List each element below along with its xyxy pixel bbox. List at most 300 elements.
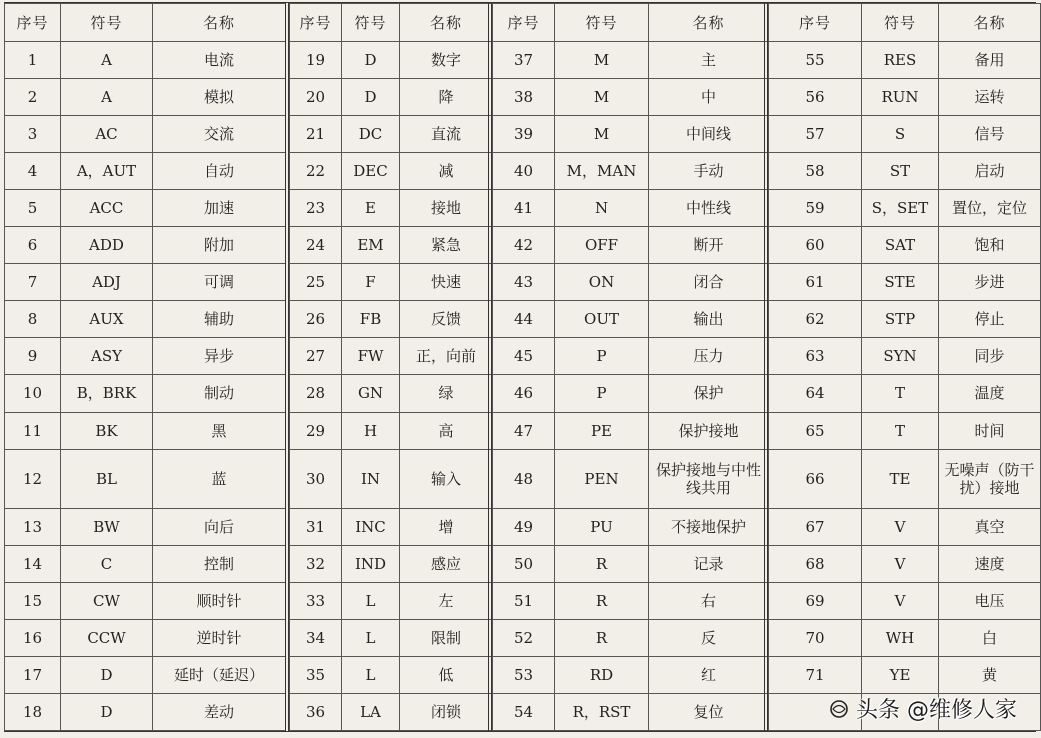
cell-no: 25 [290,264,342,301]
cell-name: 感应 [400,545,493,582]
cell-name: 白 [939,619,1041,656]
table-row [493,42,769,79]
cell-symbol: M，MAN [555,153,649,190]
cell-name: 高 [400,412,493,449]
cell-no [769,693,862,730]
cell-name: 数字 [400,42,493,79]
cell-name: 步进 [939,264,1041,301]
cell-symbol: P [555,375,649,412]
cell-symbol: RES [862,42,939,79]
cell-name: 黑 [153,412,286,449]
cell-symbol: A，AUT [61,153,153,190]
table-row [290,338,493,375]
cell-no: 22 [290,153,342,190]
cell-name: 快速 [400,264,493,301]
cell-no: 3 [5,116,61,153]
table-row [290,264,493,301]
cell-symbol: S [862,116,939,153]
table-row [769,338,1041,375]
cell-symbol: PEN [555,449,649,508]
cell-symbol: AC [61,116,153,153]
cell-symbol: M [555,79,649,116]
table-row [493,412,769,449]
cell-no: 32 [290,545,342,582]
cell-name: 中性线 [649,190,769,227]
cell-name: 减 [400,153,493,190]
cell-no: 28 [290,375,342,412]
cell-name: 饱和 [939,227,1041,264]
cell-symbol: D [342,42,400,79]
cell-symbol: S，SET [862,190,939,227]
cell-name: 保护接地 [649,412,769,449]
cell-no: 61 [769,264,862,301]
cell-symbol: ON [555,264,649,301]
table-row [5,619,286,656]
table-row [769,508,1041,545]
cell-no: 52 [493,619,555,656]
cell-symbol: GN [342,375,400,412]
cell-name: 顺时针 [153,582,286,619]
table-panel-1 [4,3,285,731]
cell-name: 同步 [939,338,1041,375]
table-row [493,190,769,227]
table-row [5,545,286,582]
cell-no: 23 [290,190,342,227]
cell-symbol: N [555,190,649,227]
cell-name: 异步 [153,338,286,375]
table-row [493,227,769,264]
table-row [5,449,286,508]
cell-symbol: IN [342,449,400,508]
table-row [769,693,1041,730]
header-no: 序号 [769,4,862,42]
cell-name: 记录 [649,545,769,582]
cell-no: 6 [5,227,61,264]
cell-name: 制动 [153,375,286,412]
cell-name: 闭锁 [400,693,493,730]
cell-no: 51 [493,582,555,619]
cell-symbol: CCW [61,619,153,656]
cell-symbol: M [555,42,649,79]
cell-no: 54 [493,693,555,730]
cell-symbol: PU [555,508,649,545]
cell-no: 39 [493,116,555,153]
cell-symbol: V [862,508,939,545]
cell-name: 压力 [649,338,769,375]
cell-name: 闭合 [649,264,769,301]
cell-symbol: CW [61,582,153,619]
table-row [290,375,493,412]
cell-no: 49 [493,508,555,545]
table-row [5,116,286,153]
cell-name: 正，向前 [400,338,493,375]
cell-name: 主 [649,42,769,79]
cell-no: 70 [769,619,862,656]
cell-no: 67 [769,508,862,545]
cell-name: 输入 [400,449,493,508]
cell-symbol: ASY [61,338,153,375]
cell-no: 47 [493,412,555,449]
cell-name: 断开 [649,227,769,264]
table-row [493,656,769,693]
cell-name: 反馈 [400,301,493,338]
table-row [5,42,286,79]
cell-name: 启动 [939,153,1041,190]
cell-symbol: BL [61,449,153,508]
cell-name: 可调 [153,264,286,301]
table-row [290,42,493,79]
table-row [290,619,493,656]
table-row [769,42,1041,79]
table-row [5,79,286,116]
cell-name: 左 [400,582,493,619]
cell-symbol: A [61,79,153,116]
table-row [5,582,286,619]
cell-no: 69 [769,582,862,619]
table-row [493,153,769,190]
table-row [769,375,1041,412]
cell-no: 12 [5,449,61,508]
header-symbol: 符号 [342,4,400,42]
cell-name: 时间 [939,412,1041,449]
cell-name: 输出 [649,301,769,338]
cell-symbol: ACC [61,190,153,227]
cell-symbol: R [555,619,649,656]
cell-no: 45 [493,338,555,375]
cell-symbol: OFF [555,227,649,264]
cell-name [939,693,1041,730]
table-row [493,79,769,116]
cell-symbol: RUN [862,79,939,116]
cell-symbol: L [342,656,400,693]
table-row [493,693,769,730]
table-row [769,116,1041,153]
cell-name: 温度 [939,375,1041,412]
cell-name: 运转 [939,79,1041,116]
cell-name: 限制 [400,619,493,656]
table-row [5,338,286,375]
cell-symbol: BK [61,412,153,449]
cell-no: 66 [769,449,862,508]
cell-no: 30 [290,449,342,508]
cell-symbol: WH [862,619,939,656]
cell-no: 1 [5,42,61,79]
table-row [290,301,493,338]
cell-symbol: ST [862,153,939,190]
cell-name: 速度 [939,545,1041,582]
table-row [5,227,286,264]
cell-name: 低 [400,656,493,693]
cell-symbol: IND [342,545,400,582]
cell-symbol: TE [862,449,939,508]
cell-symbol: RD [555,656,649,693]
table-panel-3 [488,3,764,731]
cell-symbol [862,693,939,730]
table-row [5,656,286,693]
cell-name: 反 [649,619,769,656]
table-panel-4 [764,3,1036,731]
table-row [5,693,286,730]
cell-symbol: T [862,375,939,412]
table-row [769,153,1041,190]
cell-symbol: DEC [342,153,400,190]
header-no: 序号 [290,4,342,42]
table-row [5,412,286,449]
cell-no: 57 [769,116,862,153]
cell-symbol: C [61,545,153,582]
header-row [290,4,493,42]
cell-symbol: R，RST [555,693,649,730]
cell-name: 直流 [400,116,493,153]
cell-no: 34 [290,619,342,656]
cell-no: 2 [5,79,61,116]
table-row [769,79,1041,116]
header-row [5,4,286,42]
header-name: 名称 [649,4,769,42]
cell-no: 20 [290,79,342,116]
cell-no: 63 [769,338,862,375]
cell-symbol: DC [342,116,400,153]
cell-no: 10 [5,375,61,412]
cell-name: 右 [649,582,769,619]
table-panel-2 [285,3,488,731]
symbol-table [4,2,1036,732]
cell-symbol: ADD [61,227,153,264]
table-row [769,412,1041,449]
cell-no: 44 [493,301,555,338]
cell-no: 27 [290,338,342,375]
cell-no: 62 [769,301,862,338]
cell-name: 加速 [153,190,286,227]
cell-no: 64 [769,375,862,412]
cell-symbol: D [61,656,153,693]
cell-name: 保护 [649,375,769,412]
cell-no: 50 [493,545,555,582]
cell-symbol: SAT [862,227,939,264]
cell-name: 保护接地与中性线共用 [649,449,769,508]
cell-no: 42 [493,227,555,264]
table-row [5,301,286,338]
cell-name: 信号 [939,116,1041,153]
table-row [290,693,493,730]
table-row [493,619,769,656]
header-name: 名称 [400,4,493,42]
table-row [769,449,1041,508]
header-symbol: 符号 [862,4,939,42]
cell-name: 备用 [939,42,1041,79]
cell-symbol: YE [862,656,939,693]
table-row [290,449,493,508]
cell-no: 26 [290,301,342,338]
cell-no: 41 [493,190,555,227]
cell-name: 真空 [939,508,1041,545]
cell-name: 绿 [400,375,493,412]
cell-name: 向后 [153,508,286,545]
table-row [493,301,769,338]
cell-symbol: ADJ [61,264,153,301]
table-row [493,375,769,412]
cell-no: 71 [769,656,862,693]
table-row [769,656,1041,693]
cell-no: 18 [5,693,61,730]
cell-name: 逆时针 [153,619,286,656]
table-row [493,116,769,153]
cell-no: 29 [290,412,342,449]
cell-no: 38 [493,79,555,116]
header-symbol: 符号 [555,4,649,42]
cell-no: 56 [769,79,862,116]
cell-name: 无噪声（防干扰）接地 [939,449,1041,508]
table-row [290,545,493,582]
table-row [5,264,286,301]
cell-no: 37 [493,42,555,79]
cell-symbol: R [555,545,649,582]
cell-symbol: FW [342,338,400,375]
cell-no: 13 [5,508,61,545]
cell-symbol: D [61,693,153,730]
cell-name: 中 [649,79,769,116]
cell-no: 35 [290,656,342,693]
cell-symbol: AUX [61,301,153,338]
cell-symbol: H [342,412,400,449]
cell-no: 31 [290,508,342,545]
table-row [290,582,493,619]
cell-name: 延时（延迟） [153,656,286,693]
cell-symbol: T [862,412,939,449]
cell-no: 46 [493,375,555,412]
cell-symbol: BW [61,508,153,545]
table-row [769,582,1041,619]
header-no: 序号 [5,4,61,42]
cell-no: 58 [769,153,862,190]
cell-symbol: V [862,582,939,619]
table-row [290,79,493,116]
cell-no: 14 [5,545,61,582]
table-row [769,264,1041,301]
cell-no: 4 [5,153,61,190]
table-2 [289,3,493,731]
cell-no: 55 [769,42,862,79]
cell-symbol: B，BRK [61,375,153,412]
table-1 [4,3,286,731]
header-symbol: 符号 [61,4,153,42]
table-row [290,190,493,227]
cell-name: 交流 [153,116,286,153]
cell-name: 电流 [153,42,286,79]
cell-no: 68 [769,545,862,582]
watermark-text: 头条 @维修人家 [856,698,1017,723]
cell-symbol: E [342,190,400,227]
cell-name: 控制 [153,545,286,582]
cell-no: 24 [290,227,342,264]
cell-name: 辅助 [153,301,286,338]
table-row [493,264,769,301]
table-row [290,153,493,190]
table-row [493,582,769,619]
table-row [769,227,1041,264]
cell-no: 8 [5,301,61,338]
cell-name: 增 [400,508,493,545]
table-row [493,508,769,545]
cell-name: 手动 [649,153,769,190]
table-row [290,656,493,693]
cell-no: 43 [493,264,555,301]
table-row [769,301,1041,338]
header-row [493,4,769,42]
cell-name: 模拟 [153,79,286,116]
cell-symbol: EM [342,227,400,264]
cell-symbol: STP [862,301,939,338]
cell-no: 5 [5,190,61,227]
cell-name: 蓝 [153,449,286,508]
cell-no: 9 [5,338,61,375]
table-row [493,545,769,582]
table-row [769,545,1041,582]
cell-symbol: R [555,582,649,619]
table-row [5,190,286,227]
cell-no: 65 [769,412,862,449]
cell-name: 红 [649,656,769,693]
cell-name: 黄 [939,656,1041,693]
cell-name: 紧急 [400,227,493,264]
cell-name: 复位 [649,693,769,730]
cell-name: 差动 [153,693,286,730]
cell-no: 60 [769,227,862,264]
header-name: 名称 [153,4,286,42]
table-4 [768,3,1041,731]
cell-symbol: LA [342,693,400,730]
cell-no: 16 [5,619,61,656]
table-row [493,338,769,375]
cell-symbol: L [342,619,400,656]
cell-name: 置位，定位 [939,190,1041,227]
cell-name: 降 [400,79,493,116]
table-row [290,508,493,545]
cell-no: 17 [5,656,61,693]
header-name: 名称 [939,4,1041,42]
cell-symbol: A [61,42,153,79]
cell-name: 停止 [939,301,1041,338]
table-row [493,449,769,508]
table-row [290,227,493,264]
cell-no: 40 [493,153,555,190]
cell-symbol: P [555,338,649,375]
cell-no: 15 [5,582,61,619]
cell-symbol: F [342,264,400,301]
cell-symbol: INC [342,508,400,545]
cell-symbol: SYN [862,338,939,375]
header-row [769,4,1041,42]
header-no: 序号 [493,4,555,42]
table-row [5,153,286,190]
cell-symbol: FB [342,301,400,338]
cell-no: 19 [290,42,342,79]
cell-name: 电压 [939,582,1041,619]
cell-no: 48 [493,449,555,508]
cell-no: 53 [493,656,555,693]
cell-symbol: STE [862,264,939,301]
cell-name: 不接地保护 [649,508,769,545]
cell-no: 59 [769,190,862,227]
cell-no: 36 [290,693,342,730]
cell-name: 中间线 [649,116,769,153]
cell-no: 11 [5,412,61,449]
table-row [290,116,493,153]
cell-symbol: OUT [555,301,649,338]
cell-name: 接地 [400,190,493,227]
cell-no: 33 [290,582,342,619]
table-row [5,375,286,412]
